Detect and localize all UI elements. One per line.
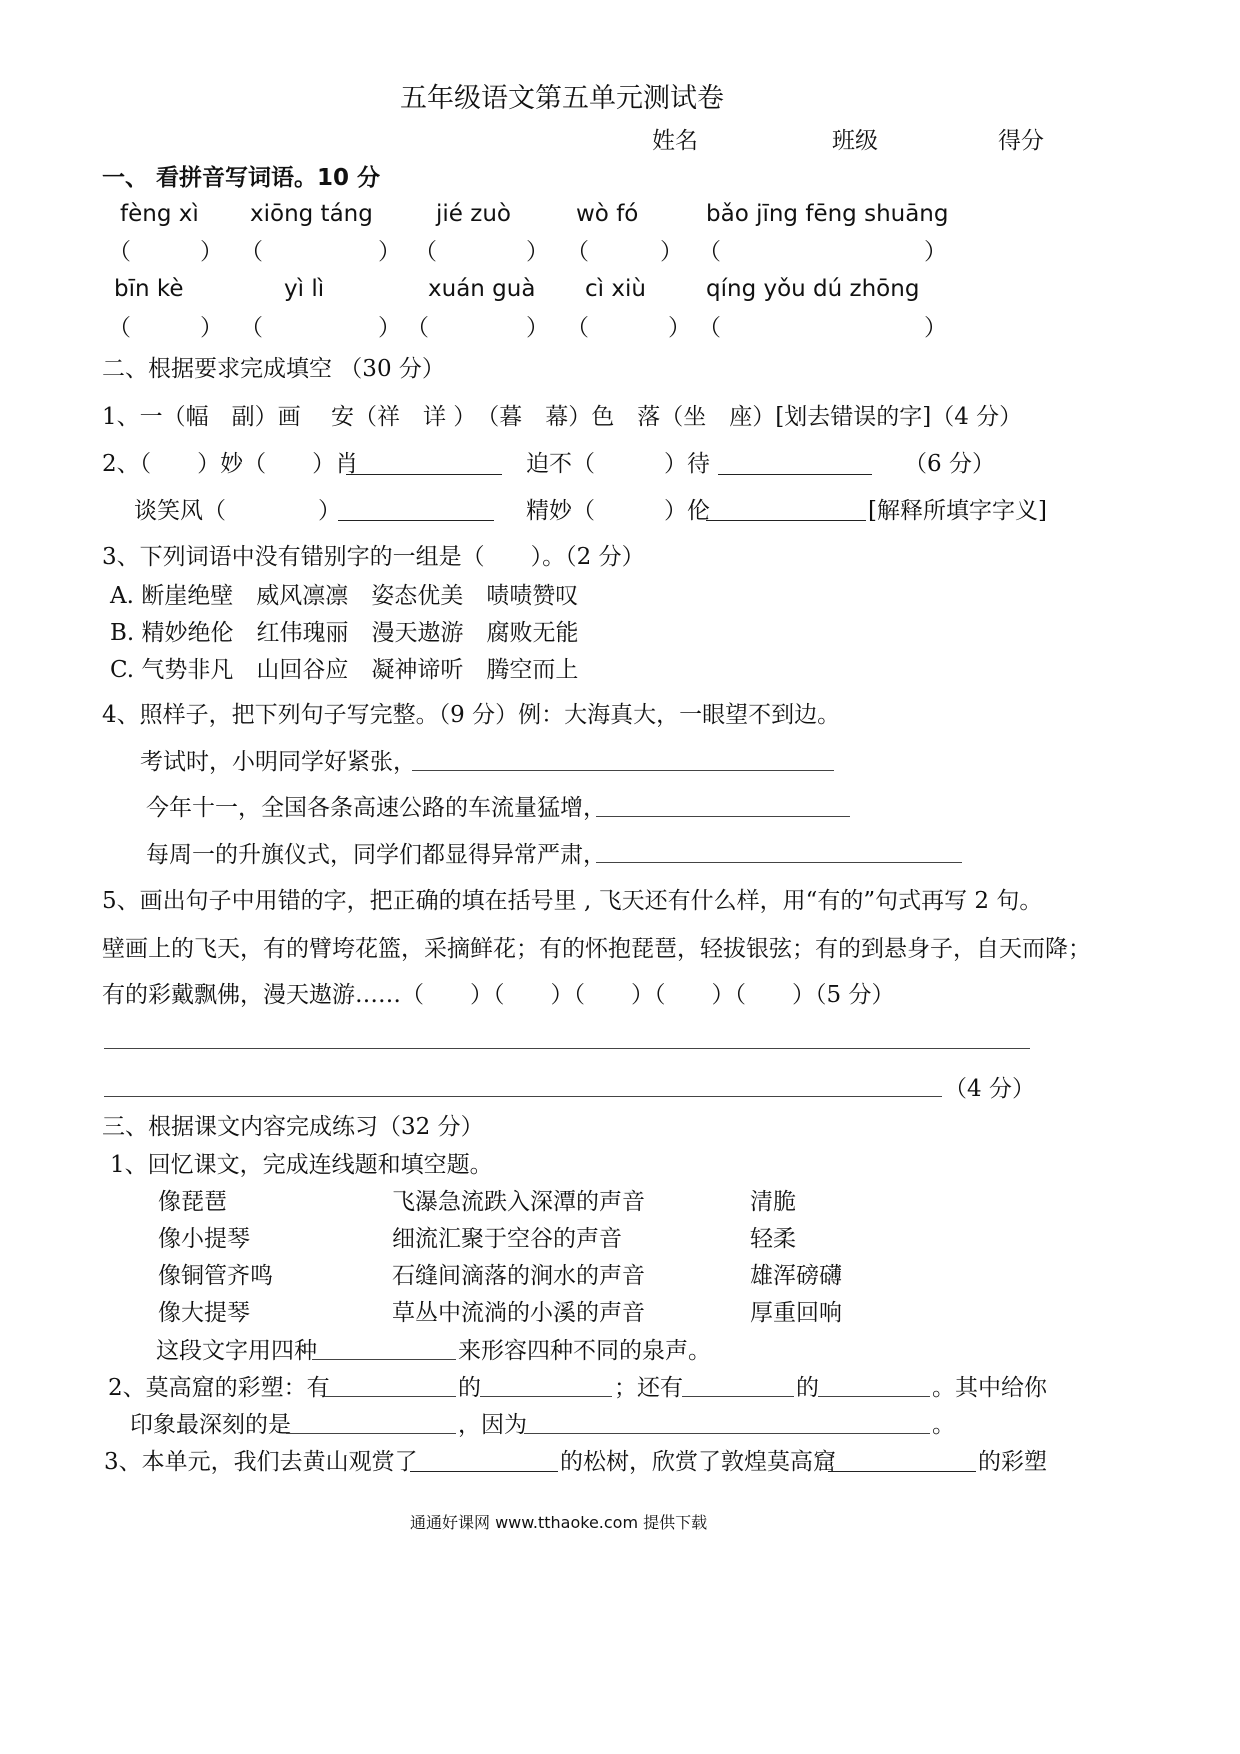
question-3-2b: 的 — [458, 1375, 481, 1401]
question-3-2f: 印象最深刻的是 — [130, 1412, 291, 1438]
answer-line[interactable] — [718, 474, 872, 475]
question-2-4b: 今年十一，全国各条高速公路的车流量猛增， — [146, 795, 606, 821]
pinyin-3: jié zuò — [436, 201, 511, 227]
match-right-item[interactable]: 雄浑磅礴 — [750, 1263, 842, 1289]
question-2-4c: 每周一的升旗仪式，同学们都显得异常严肃， — [146, 842, 606, 868]
match-right-item[interactable]: 轻柔 — [750, 1226, 796, 1252]
match-right-item[interactable]: 厚重回响 — [750, 1300, 842, 1326]
question-3-2a: 2、莫高窟的彩塑：有 — [108, 1375, 330, 1401]
question-2-3: 3、下列词语中没有错别字的一组是（ ）。（2 分） — [102, 544, 645, 570]
paren-close: ） — [200, 315, 223, 341]
question-2-5-passage: 壁画上的飞天，有的臂垮花篮，采摘鲜花；有的怀抱琵琶，轻拔银弦；有的到悬身子，自天而降； — [102, 936, 1091, 962]
section2-heading: 二、根据要求完成填空 （30 分） — [102, 356, 445, 382]
paren-close: ） — [924, 315, 947, 341]
match-middle-item[interactable]: 草丛中流淌的小溪的声音 — [392, 1300, 645, 1326]
score-label: 得分 — [998, 128, 1044, 154]
pinyin-2: xiōng táng — [250, 201, 373, 227]
question-3-3b: 的松树，欣赏了敦煌莫高窟 — [560, 1449, 836, 1475]
answer-line[interactable] — [338, 520, 494, 521]
question-3-2d: 的 — [796, 1375, 819, 1401]
paren-open: （ — [406, 315, 429, 341]
paren-close: ） — [526, 315, 549, 341]
pinyin-7: yì lì — [284, 276, 325, 302]
answer-line[interactable] — [524, 1433, 930, 1434]
paren-open: （ — [566, 315, 589, 341]
question-2-5-score: （4 分） — [944, 1076, 1035, 1102]
paren-open: （ — [698, 239, 721, 265]
paren-close: ） — [526, 239, 549, 265]
match-left-item[interactable]: 像小提琴 — [158, 1226, 250, 1252]
answer-line[interactable] — [410, 1471, 558, 1472]
paren-open: （ — [414, 239, 437, 265]
option-c: C. 气势非凡 山回谷应 凝神谛听 腾空而上 — [110, 657, 579, 683]
match-middle-item[interactable]: 飞瀑急流跌入深潭的声音 — [392, 1189, 645, 1215]
answer-line[interactable] — [346, 474, 502, 475]
class-label: 班级 — [832, 128, 878, 154]
question-3-2e: 。其中给你 — [932, 1375, 1047, 1401]
name-label: 姓名 — [652, 128, 698, 154]
match-left-item[interactable]: 像琵琶 — [158, 1189, 227, 1215]
pinyin-8: xuán guà — [428, 276, 536, 302]
option-b: B. 精妙绝伦 红伟瑰丽 漫天遨游 腐败无能 — [110, 620, 579, 646]
answer-line[interactable] — [596, 816, 850, 817]
pinyin-10: qíng yǒu dú zhōng — [706, 276, 920, 302]
match-left-item[interactable]: 像铜管齐鸣 — [158, 1263, 273, 1289]
footer-credit: 通通好课网 www.tthaoke.com 提供下载 — [410, 1513, 708, 1532]
question-3-2h: 。 — [932, 1412, 955, 1438]
paren-close: ） — [200, 239, 223, 265]
question-2-2c: （6 分） — [904, 451, 995, 477]
question-3-2c: ；还有 — [614, 1375, 683, 1401]
answer-line[interactable] — [412, 770, 834, 771]
paren-open: （ — [240, 239, 263, 265]
answer-line[interactable] — [682, 1396, 794, 1397]
answer-line[interactable] — [104, 1096, 942, 1097]
match-right-item[interactable]: 清脆 — [750, 1189, 796, 1215]
question-2-5-passage-2: 有的彩戴飘佛，漫天遨游……（ ）（ ）（ ）（ ）（ ）（5 分） — [102, 982, 895, 1008]
match-left-item[interactable]: 像大提琴 — [158, 1300, 250, 1326]
paren-open: （ — [108, 239, 131, 265]
question-3-1-fill-a: 这段文字用四种 — [156, 1338, 317, 1364]
paren-open: （ — [698, 315, 721, 341]
pinyin-1: fèng xì — [120, 201, 199, 227]
question-3-1-fill-b: 来形容四种不同的泉声。 — [458, 1338, 711, 1364]
question-2-2e: 精妙（ ）伦 — [526, 498, 710, 524]
question-2-2d: 谈笑风（ ） — [134, 498, 341, 524]
answer-line[interactable] — [480, 1396, 612, 1397]
question-3-3c: 的彩塑 — [978, 1449, 1047, 1475]
paren-close: ） — [924, 239, 947, 265]
question-2-4a: 考试时，小明同学好紧张， — [140, 749, 416, 775]
pinyin-9: cì xiù — [585, 276, 646, 302]
paren-close: ） — [668, 315, 691, 341]
answer-line[interactable] — [828, 1471, 976, 1472]
answer-line[interactable] — [312, 1359, 456, 1360]
paren-open: （ — [566, 239, 589, 265]
paren-open: （ — [240, 315, 263, 341]
pinyin-4: wò fó — [576, 201, 639, 227]
question-3-1: 1、回忆课文，完成连线题和填空题。 — [110, 1152, 493, 1178]
section1-heading: 一、 看拼音写词语。10 分 — [102, 165, 381, 191]
question-2-1: 1、一（幅 副）画 安（祥 详 ） （暮 幕）色 落（坐 座）[划去错误的字]（4 分） — [102, 404, 1023, 430]
question-2-2b: 迫不（ ）待 — [526, 451, 710, 477]
question-2-4: 4、照样子，把下列句子写完整。（9 分）例：大海真大，一眼望不到边。 — [102, 702, 841, 728]
question-3-3a: 3、本单元，我们去黄山观赏了 — [104, 1449, 418, 1475]
answer-line[interactable] — [818, 1396, 930, 1397]
page-title: 五年级语文第五单元测试卷 — [400, 83, 724, 114]
question-2-5: 5、画出句子中用错的字，把正确的填在括号里 , 飞天还有什么样，用“有的”句式再写 2 句。 — [102, 888, 1043, 914]
answer-line[interactable] — [104, 1048, 1030, 1049]
paren-close: ） — [378, 239, 401, 265]
paren-close: ） — [660, 239, 683, 265]
question-2-2a: 2、（ ）妙（ ）肖 — [102, 451, 359, 477]
paren-close: ） — [378, 315, 401, 341]
answer-line[interactable] — [596, 862, 962, 863]
match-middle-item[interactable]: 石缝间滴落的涧水的声音 — [392, 1263, 645, 1289]
paren-open: （ — [108, 315, 131, 341]
answer-line[interactable] — [706, 520, 866, 521]
answer-line[interactable] — [286, 1433, 456, 1434]
option-a: A. 断崖绝壁 威风凛凛 姿态优美 啧啧赞叹 — [110, 583, 579, 609]
pinyin-5: bǎo jīng fēng shuāng — [706, 201, 949, 227]
pinyin-6: bīn kè — [114, 276, 184, 302]
section3-heading: 三、根据课文内容完成练习（32 分） — [102, 1114, 484, 1140]
question-2-2f: [解释所填字字义] — [868, 498, 1047, 524]
answer-line[interactable] — [324, 1396, 456, 1397]
question-3-2g: ，因为 — [458, 1412, 527, 1438]
match-middle-item[interactable]: 细流汇聚于空谷的声音 — [392, 1226, 622, 1252]
